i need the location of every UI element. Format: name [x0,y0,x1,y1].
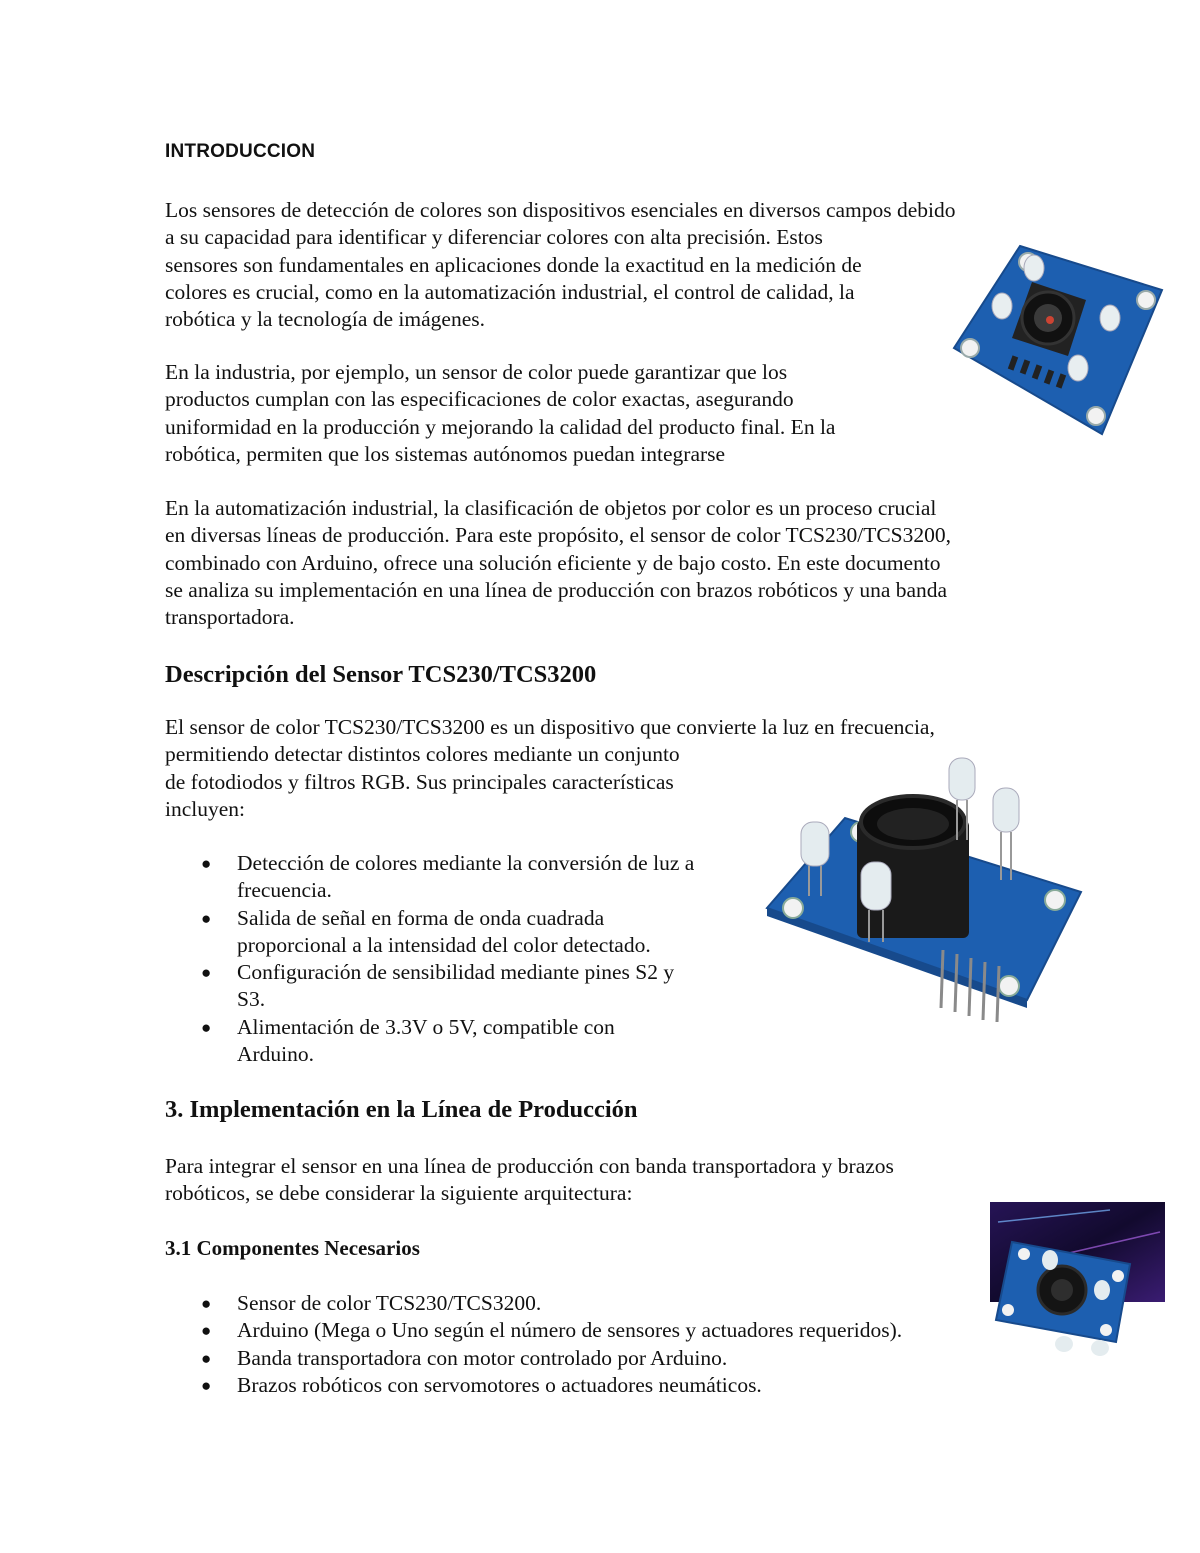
mount-hole [999,976,1019,996]
text-line: proporcional a la intensidad del color detectado. [237,932,651,957]
text-line: productos cumplan con las especificaciones de color exactas, asegurando [165,387,794,412]
implementation-paragraph [165,1153,894,1208]
mount-hole [1002,1304,1014,1316]
list-item [165,850,694,905]
bullet-icon: ● [201,1321,212,1341]
mount-hole [783,898,803,918]
sensor-chip [1046,316,1054,324]
mount-hole [1100,1324,1112,1336]
sensor-board-photo-3 [990,1202,1165,1362]
text-line: Salida de señal en forma de onda cuadrada [237,905,605,930]
text-line: frecuencia. [237,878,332,903]
led [1068,355,1088,381]
text-line: Detección de colores mediante la conversión de luz a [237,851,695,875]
intro-paragraph-2 [165,359,835,468]
bullet-icon: ● [201,963,212,983]
text-line: a su capacidad para identificar y diferenciar colores con alta precisión. Estos [165,225,823,250]
text-line: robóticos, se debe considerar la siguiente arquitectura: [165,1181,633,1206]
text-line: robótica y la tecnología de imágenes. [165,307,485,332]
mount-hole [1045,890,1065,910]
text-line: colores es crucial, como en la automatización industrial, el control de calidad, la [165,279,855,304]
sensor-features-list [165,850,694,1068]
led [1100,305,1120,331]
sensor-board-photo-1 [950,238,1165,438]
text-line: combinado con Arduino, ofrece una solución eficiente y de bajo costo. En este documento [165,550,941,575]
text-line: se analiza su implementación en una línea de producción con brazos robóticos y una banda [165,577,948,602]
text-line: Sensor de color TCS230/TCS3200. [237,1291,542,1315]
text-line: El sensor de color TCS230/TCS3200 es un dispositivo que convierte la luz en frecuencia, [165,715,935,739]
implementation-section-heading: 3. Implementación en la Línea de Producción [165,1096,638,1123]
list-item [165,1290,902,1317]
list-item [165,1345,902,1372]
text-line: uniformidad en la producción y mejorando la calidad del producto final. En la [165,414,836,439]
bullet-icon: ● [201,1017,212,1037]
text-line: de fotodiodos y filtros RGB. Sus principales características [165,769,674,794]
led [1055,1336,1073,1352]
list-item [165,959,694,1014]
components-list [165,1290,902,1399]
sensor-section-heading: Descripción del Sensor TCS230/TCS3200 [165,661,597,688]
text-line: incluyen: [165,796,246,821]
mount-hole [961,339,979,357]
led [1091,1340,1109,1356]
bullet-icon: ● [201,854,212,873]
lens-center [877,808,949,840]
text-line: Banda transportadora con motor controlado por Arduino. [237,1345,728,1370]
bullet-icon: ● [201,1375,212,1395]
led [1024,255,1044,281]
text-line: permitiendo detectar distintos colores mediante un conjunto [165,742,680,767]
bullet-icon: ● [201,1348,212,1368]
list-item [165,1317,902,1344]
bullet-icon: ● [201,1294,212,1313]
list-item [165,1372,902,1399]
text-line: Los sensores de detección de colores son dispositivos esenciales en diversos campos debido [165,198,956,222]
text-line: En la industria, por ejemplo, un sensor de color puede garantizar que los [165,360,788,384]
mount-hole [1137,291,1155,309]
mount-hole [1112,1270,1124,1282]
led [1042,1250,1058,1270]
text-line: en diversas líneas de producción. Para este propósito, el sensor de color TCS230/TCS3200, [165,523,951,548]
sensor-board-photo-2 [765,750,1083,1025]
text-line: S3. [237,987,266,1012]
lens-center [1051,1279,1073,1301]
text-line: transportadora. [165,605,295,630]
mount-hole [1087,407,1105,425]
intro-paragraph-3 [165,495,951,631]
text-line: robótica, permiten que los sistemas autónomos puedan integrarse [165,441,726,466]
text-line: Arduino (Mega o Uno según el número de sensores y actuadores requeridos). [237,1318,903,1343]
components-subheading: 3.1 Componentes Necesarios [165,1236,420,1260]
intro-title: INTRODUCCION [165,141,316,162]
text-line: Brazos robóticos con servomotores o actuadores neumáticos. [237,1372,762,1397]
text-line: En la automatización industrial, la clasificación de objetos por color es un proceso crucial [165,496,937,520]
bullet-icon: ● [201,908,212,928]
list-item [165,1014,694,1069]
led [1094,1280,1110,1300]
text-line: Configuración de sensibilidad mediante pines S2 y [237,960,675,985]
led [992,293,1012,319]
mount-hole [1018,1248,1030,1260]
text-line: Arduino. [237,1042,315,1067]
text-line: sensores son fundamentales en aplicaciones donde la exactitud en la medición de [165,252,862,277]
intro-paragraph-1 [165,197,956,333]
list-item [165,905,694,960]
text-line: Para integrar el sensor en una línea de producción con banda transportadora y brazos [165,1154,894,1178]
text-line: Alimentación de 3.3V o 5V, compatible con [237,1014,615,1039]
